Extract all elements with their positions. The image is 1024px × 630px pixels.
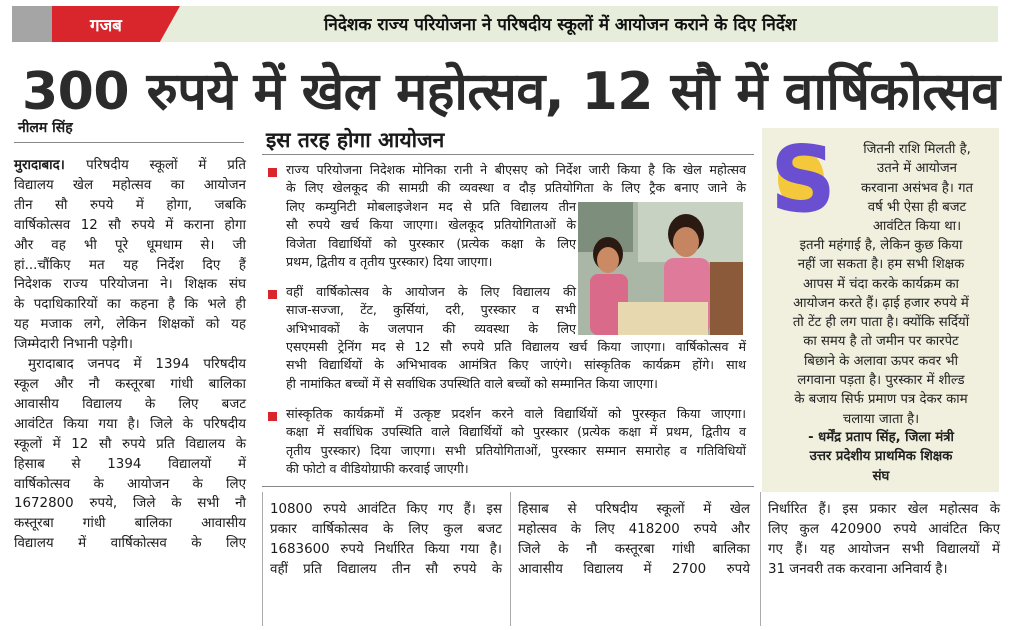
text-line: सौ रुपये खर्च किया जाएगा। खेलकूद प्रतियोगिताओं के: [286, 217, 576, 233]
text-line: हां...चौंकिए मत यह निर्देश दिए हैं: [14, 257, 246, 273]
text-line: लिए कम्युनिटी मोबलाइजेशन मद से प्रति विद्यालय तीन: [286, 199, 576, 214]
quote-line: आपस में चंदा करके कार्यक्रम का: [803, 276, 959, 292]
box-subhead: इस तरह होगा आयोजन: [266, 128, 445, 152]
text-line: आवंटित किया गया है। जिले के परिषदीय: [14, 416, 246, 432]
byline-rule: [14, 142, 244, 143]
bullet-1-rest: [286, 198, 576, 271]
text-line: 1683600 रुपये निर्धारित किया गया है।: [270, 541, 502, 557]
quote-line: का समय है तो जमीन पर कारपेट: [803, 334, 959, 350]
text-line: विजेता विद्यार्थियों को पुरस्कार (प्रत्येक कक्षा के लिए: [286, 235, 576, 251]
text-line: विद्यालय खेल महोत्सव का आयोजन: [14, 177, 246, 193]
column-divider-2: [510, 492, 511, 626]
text-line: के पदाधिकारियों का कहना है कि भले ही: [14, 297, 246, 313]
quote-line: आयोजन करते हैं। ढ़ाई हजार रुपये में: [793, 295, 969, 311]
text-line: 1672800 रुपये, जिले के सभी नौ: [14, 496, 246, 512]
quote-line: लगवाना पड़ता है। पुरस्कार में शील्ड: [797, 373, 965, 389]
text-line: 10800 रुपये आवंटित किए गए हैं। इस: [270, 502, 502, 517]
quote-body: [766, 236, 996, 429]
quote-line: जितनी राशि मिलती है,: [863, 142, 971, 157]
attribution-line: उत्तर प्रदेशीय प्राथमिक शिक्षक: [809, 449, 953, 465]
text-line: महोत्सव के लिए 418200 रुपये और: [518, 521, 750, 537]
text-line: और वह भी पूरे धूमधाम से। जी: [14, 237, 246, 253]
text-line: वहीं प्रति विद्यालय तीन सौ रुपये के: [270, 561, 502, 577]
text-line: विद्यालय में वार्षिकोत्सव के लिए: [14, 536, 246, 552]
attribution-line: - धर्मेंद्र प्रताप सिंह, जिला मंत्री: [808, 430, 954, 445]
attribution-line: संघ: [872, 468, 890, 484]
text-line: साज-सज्जा, टेंट, कुर्सियां, दरी, पुरस्कार व सभी: [286, 302, 576, 318]
text-line: निदेशक राज्य परियोजना ने। शिक्षक संघ: [14, 277, 246, 293]
quote-line: वर्ष भी ऐसा ही बजट: [867, 199, 967, 215]
text-line: तीन सौ रुपये में होगा, जबकि: [14, 197, 246, 213]
bullet-3: [286, 405, 746, 478]
text-line: राज्य परियोजना निदेशक मोनिका रानी ने बीएसए को निर्देश जारी किया है कि खेल महोत्सव: [286, 162, 746, 177]
text-line: आवासीय विद्यालय में 2700 रुपये: [518, 561, 750, 577]
text-line: हिसाब से परिषदीय स्कूलों में खेल: [518, 502, 750, 517]
text-line: वार्षिकोत्सव के आयोजन के लिए: [14, 476, 246, 492]
text-line: मुरादाबाद जनपद में 1394 परिषदीय: [28, 357, 246, 373]
bullet-marker-2: [268, 290, 277, 299]
bullet-marker-1: [268, 168, 277, 177]
text-line: कस्तूरबा गांधी बालिका आवासीय: [14, 516, 246, 532]
text-line: ही नामांकित बच्चों में से सर्वाधिक उपस्थिति वाले बच्चों को सम्मानित किया जाएगा।: [286, 375, 658, 391]
section-tag: गजब: [90, 16, 122, 36]
text-line: प्रकार वार्षिकोत्सव के लिए कुल बजट: [270, 521, 502, 537]
text-line: [14, 156, 246, 176]
column-4: [768, 500, 1000, 580]
text-line: स्कूल और नौ कस्तूरबा गांधी बालिका: [14, 376, 246, 392]
quote-line: करवाना असंभव है। गत: [860, 180, 974, 196]
bullet-2-rest: [286, 338, 746, 393]
headline: 300 रुपये में खेल महोत्सव, 12 सौ में वार्षिकोत्सव: [22, 62, 1000, 122]
quote-line: तो टेंट ही लग पाता है। क्योंकि सर्दियों: [792, 315, 970, 331]
column-3: [518, 500, 750, 580]
text-line: की फोटो व वीडियोग्राफी करवाई जाएगी।: [286, 460, 469, 476]
text-line: जिम्मेदारी निभानी पड़ेगी।: [14, 337, 133, 353]
text-line: वहीं वार्षिकोत्सव के आयोजन के लिए विद्यालय की: [286, 284, 576, 299]
column-1: [14, 156, 246, 554]
text-line: वार्षिकोत्सव 12 सौ रुपये में कराना होगा: [14, 217, 246, 233]
text-line: कक्षा में सर्वाधिक उपस्थिति वाले विद्यार्थियों को पुरस्कार (प्रत्येक कक्षा में प्रथम, द्वितीय व: [286, 424, 746, 440]
kicker-text: निदेशक राज्य परियोजना ने परिषदीय स्कूलों में आयोजन कराने के दिए निर्देश: [324, 15, 797, 35]
text-line: के लिए खेलकूद की सामग्री की व्यवस्था व दौड़ प्रतियोगिता के लिए ट्रैक बनाए जाने के: [286, 180, 746, 196]
quote-line: बिछाने के अलावा ऊपर कवर भी: [804, 353, 958, 369]
text-line: आवासीय विद्यालय के लिए बजट: [14, 396, 246, 412]
byline: नीलम सिंह: [18, 120, 73, 136]
column-2: [270, 500, 502, 580]
text-line: सांस्कृतिक कार्यक्रमों में उत्कृष्ट प्रदर्शन करने वाले विद्यार्थियों को पुरस्कृत किया जाएगा।: [286, 406, 746, 421]
text-line: सभी विद्यार्थियों के अभिभावक आमंत्रित किए जाएंगे। सांस्कृतिक कार्यक्रम होंगे। साथ: [286, 357, 746, 373]
drop-cap: S: [770, 126, 837, 233]
column-divider-3: [760, 492, 761, 626]
text-line: अभिभावकों के जलपान की व्यवस्था के लिए: [286, 320, 576, 336]
quote-line: इतनी महंगाई है, लेकिन कुछ किया: [799, 238, 963, 253]
text-line: 31 जनवरी तक करवाना अनिवार्य है।: [768, 561, 948, 577]
quote-attribution: [766, 428, 996, 486]
bullet-2-top: [286, 283, 576, 338]
text-line: यह मजाक लगे, लेकिन शिक्षकों को यह: [14, 317, 246, 333]
text-line: निर्धारित हैं। इस प्रकार खेल महोत्सव के: [768, 502, 1000, 517]
text-fragment: परिषदीय स्कूलों में प्रति: [86, 158, 246, 173]
bullet-1-top: [286, 161, 746, 198]
quote-line: आवंटित किया था।: [872, 219, 962, 235]
text-line: प्रथम, द्वितीय व तृतीय पुरस्कार) दिया जाएगा।: [286, 253, 493, 269]
text-line: एसएमसी ट्रेनिंग मद से 12 सौ रुपये प्रति विद्यालय खर्च किया जाएगा। वार्षिकोत्सव में: [286, 339, 746, 354]
quote-line: के बजाय सिर्फ प्रमाण पत्र देकर काम: [794, 392, 968, 408]
text-line: लिए कुल 420900 रुपये आवंटित किए: [768, 521, 1000, 537]
subhead-rule: [262, 154, 754, 155]
text-line: गए हैं। यह आयोजन सभी विद्यालयों में: [768, 541, 1000, 557]
quote-line: उतने में आयोजन: [877, 161, 957, 177]
quote-opening: [840, 140, 994, 236]
bullet-marker-3: [268, 412, 277, 421]
column-divider-1: [262, 492, 263, 626]
box-bottom-rule: [262, 486, 754, 487]
quote-line: चलाया जाता है।: [842, 411, 920, 427]
dateline: मुरादाबाद।: [14, 158, 87, 173]
quote-line: नहीं जा सकता है। हम सभी शिक्षक: [797, 257, 965, 273]
text-line: हिसाब से 1394 विद्यालयों में: [14, 456, 246, 472]
school-children-photo: [578, 202, 743, 335]
text-line: तृतीय पुरस्कार) दिया जाएगा। सभी प्रतियोगिताओं, पुरस्कार सम्मान समारोह व गतिविधियों: [286, 442, 746, 458]
text-line: जिले के नौ कस्तूरबा गांधी बालिका: [518, 541, 750, 557]
text-line: स्कूलों में 12 सौ रुपये प्रति विद्यालय के: [14, 436, 246, 452]
